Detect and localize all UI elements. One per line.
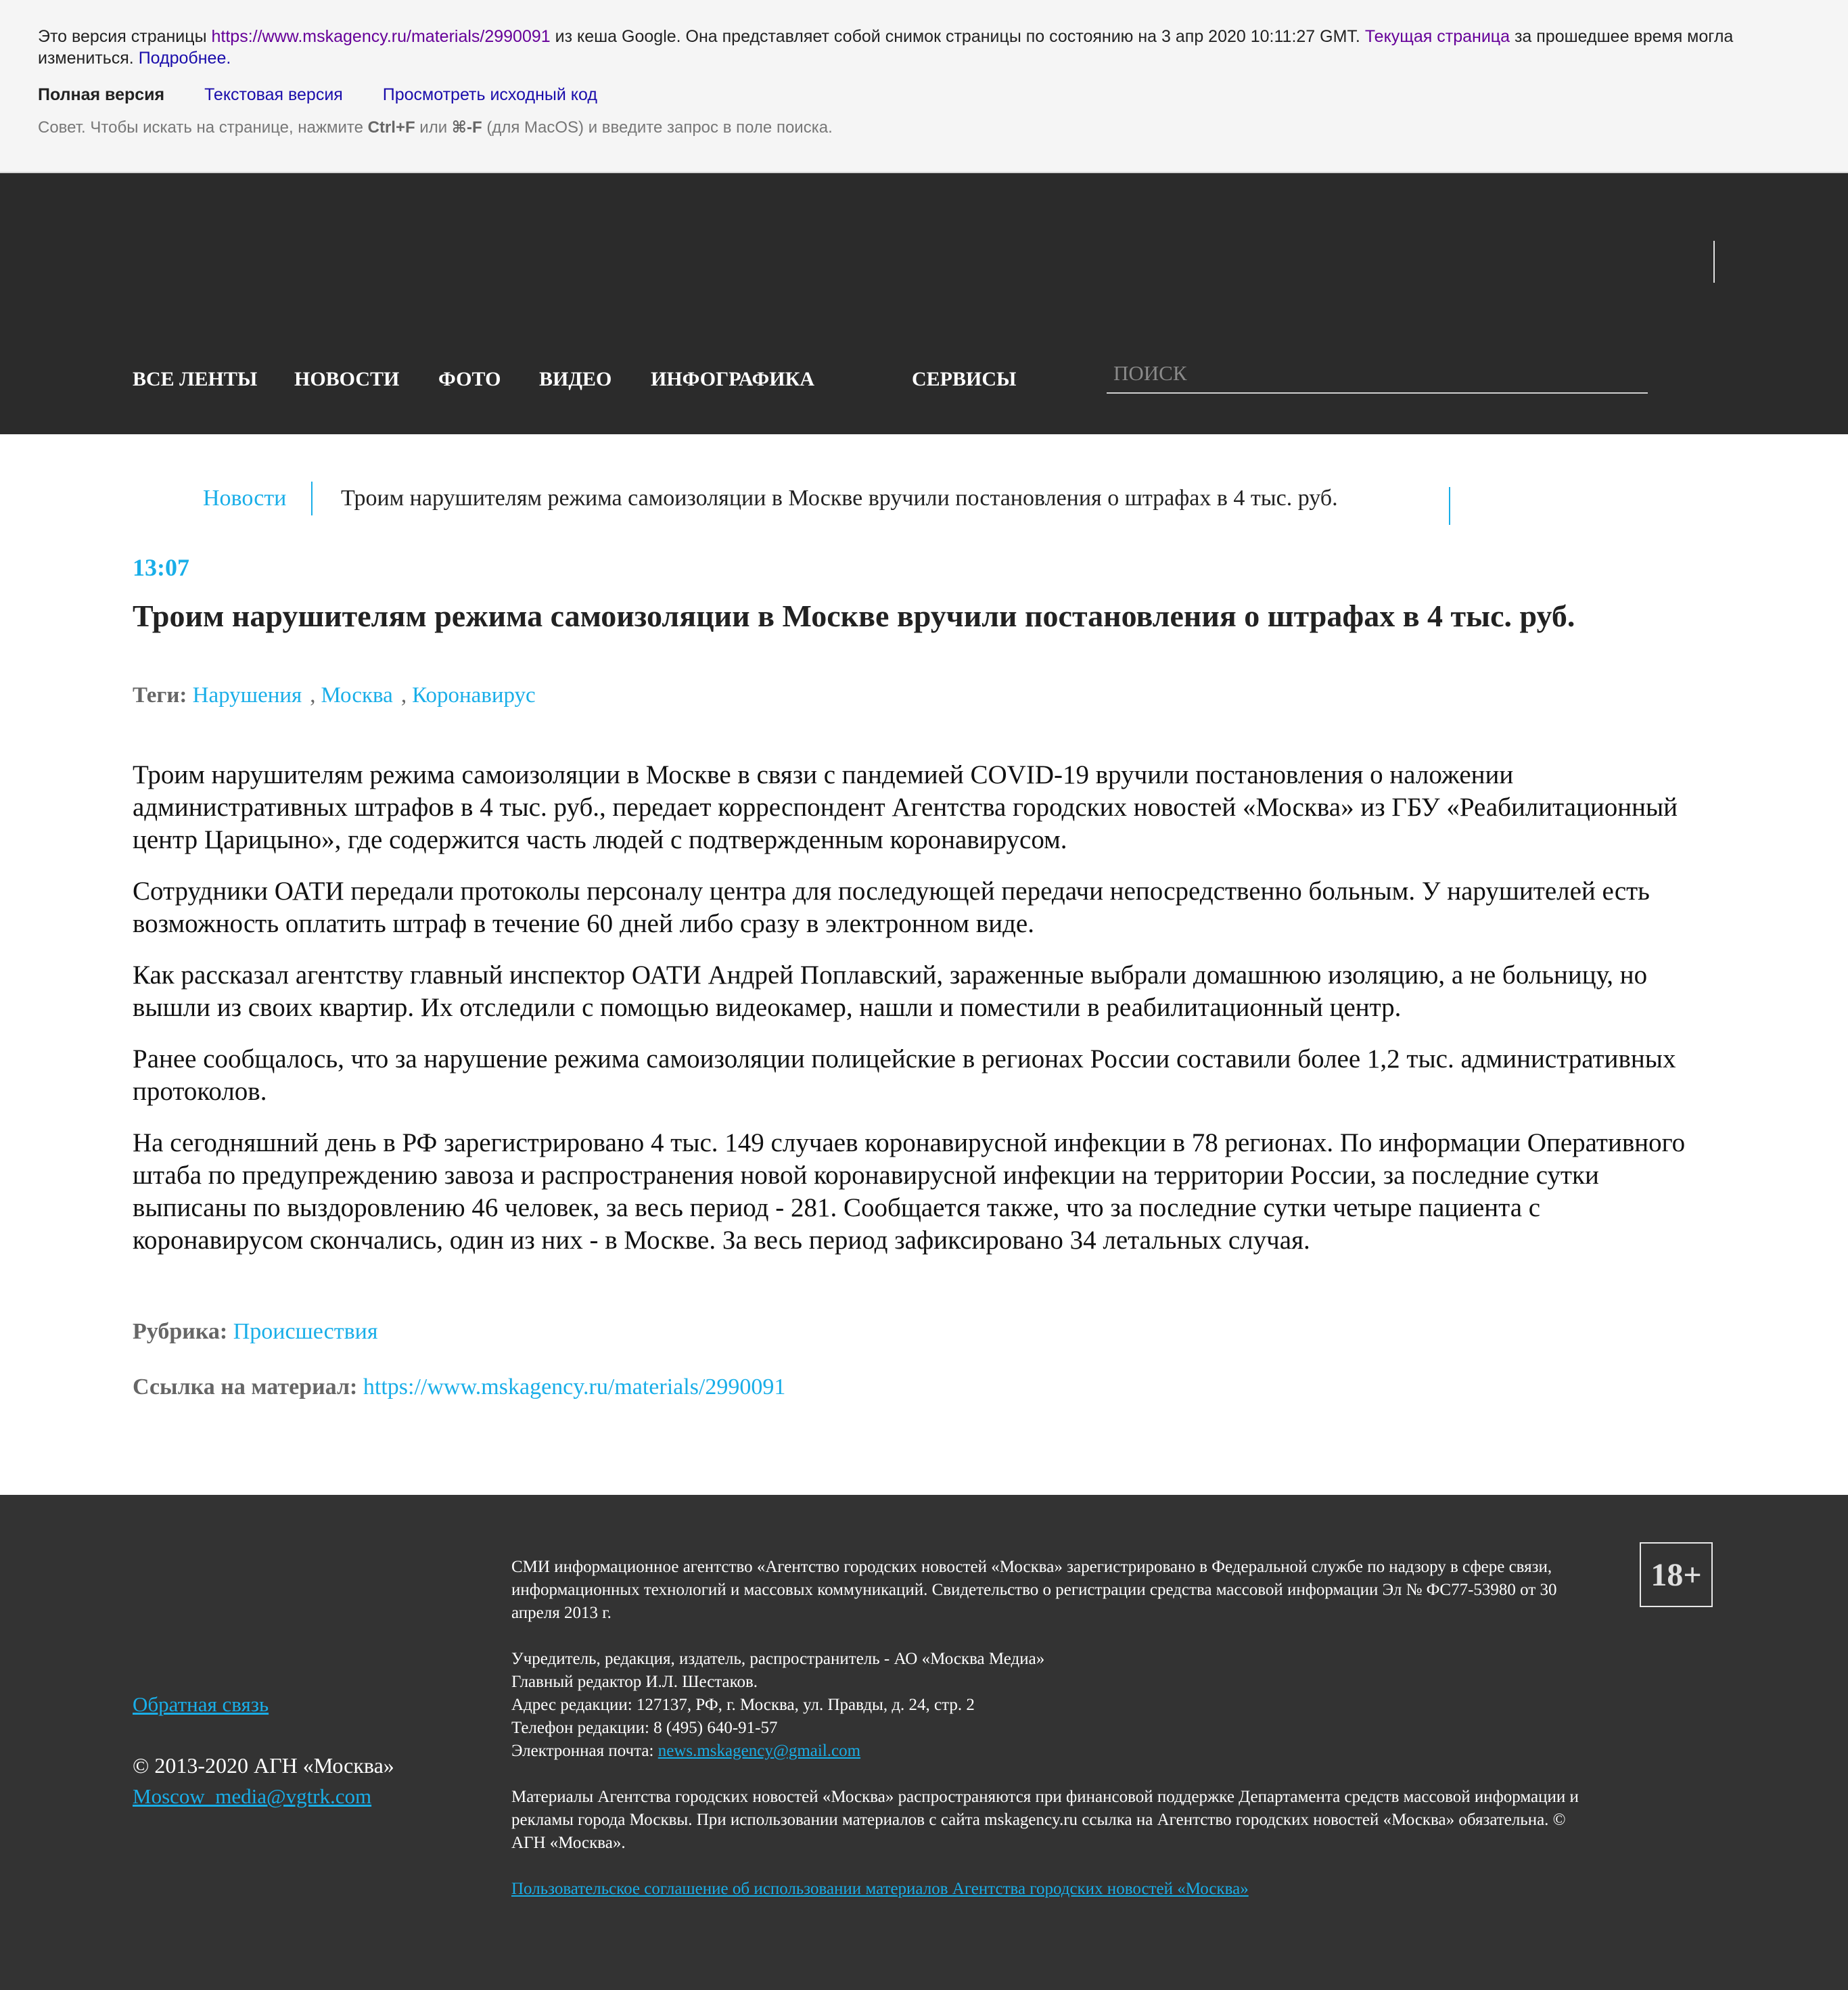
email-label: Электронная почта: (511, 1742, 658, 1760)
tip-text: или (415, 118, 452, 137)
material-link-label: Ссылка на материал: (133, 1374, 358, 1399)
funding-info: Материалы Агентства городских новостей «Москва» распространяются при финансовой поддержке Департамента средств массовой информации и рекламы города Москвы. При использовании материалов с сайта mskagency.ru ссылка на Агентство городских новостей «Москва» обязательна. © АГН «Москва». (511, 1788, 1579, 1852)
article-tags (133, 683, 536, 708)
footer-legal-info (511, 1556, 1594, 1924)
rubric-label: Рубрика: (133, 1319, 228, 1344)
material-link[interactable]: https://www.mskagency.ru/materials/2990091 (363, 1374, 786, 1399)
article-paragraph: Как рассказал агентству главный инспектор ОАТИ Андрей Поплавский, зараженные выбрали домашнюю изоляцию, а не больницу, но вышли из своих квартир. Их отследили с помощью видеокамер, нашли и поместили в реабилитационный центр. (133, 961, 1648, 1022)
current-page-link[interactable]: Текущая страница (1364, 27, 1510, 46)
google-cache-banner (0, 0, 1848, 173)
editor-line: Главный редактор И.Л. Шестаков. (511, 1673, 758, 1691)
tab-view-source[interactable]: Просмотреть исходный код (382, 85, 597, 104)
tags-label: Теги: (133, 683, 187, 708)
breadcrumb-section-link[interactable]: Новости (203, 486, 287, 511)
search-box (1107, 354, 1648, 394)
breadcrumb-current: Троим нарушителям режима самоизоляции в Москве вручили постановления о штрафах в 4 тыс. руб. (341, 486, 1338, 511)
article-title: Троим нарушителям режима самоизоляции в Москве вручили постановления о штрафах в 4 тыс. руб. (133, 599, 1575, 633)
site-header (0, 173, 1848, 434)
nav-item-infographics[interactable]: ИНФОГРАФИКА (651, 368, 815, 390)
article-rubric (133, 1319, 378, 1345)
article-paragraph: На сегодняшний день в РФ зарегистрировано 4 тыс. 149 случаев коронавирусной инфекции в 78 регионах. По информации Оперативного штаба по предупреждению завоза и распространения новой коронавирусной инфекции на территории России, за последние сутки выписаны по выздоровлению 46 человек, за весь период - 281. Сообщается также, что за последние сутки четыре пациента с коронавирусом скончались, один из них - в Москве. За весь период зафиксировано 34 летальных случая. (133, 1128, 1686, 1255)
editorial-info (511, 1648, 1594, 1763)
article-paragraph: Сотрудники ОАТИ передали протоколы персоналу центра для последующей передачи непосредственно больным. У нарушителей есть возможность оплатить штраф в течение 60 дней либо сразу в электронном виде. (133, 877, 1650, 938)
tag-separator: , (400, 683, 407, 708)
agreement-row (511, 1878, 1594, 1901)
material-link-row (133, 1374, 785, 1400)
breadcrumb-divider (1449, 487, 1450, 525)
tip-shortcut: Ctrl+F (367, 118, 415, 137)
cached-url-link[interactable]: https://www.mskagency.ru/materials/2990091 (211, 27, 551, 46)
user-agreement-link[interactable]: Пользовательское соглашение об использовании материалов Агентства городских новостей «Москва» (511, 1880, 1249, 1898)
header-divider (1713, 241, 1715, 283)
nav-item-video[interactable]: ВИДЕО (539, 368, 612, 390)
cache-version-tabs (38, 85, 632, 105)
age-rating-badge: 18+ (1640, 1542, 1713, 1607)
copyright: © 2013-2020 АГН «Москва» (133, 1753, 394, 1778)
nav-item-services[interactable]: СЕРВИСЫ (912, 368, 1017, 390)
cache-notice-text: из кеша Google. Она представляет собой снимок страницы по состоянию на 3 апр 2020 10:11:27 GMT. (550, 27, 1365, 46)
tag-separator: , (310, 683, 316, 708)
footer-email-link[interactable]: Moscow_media@vgtrk.com (133, 1784, 372, 1808)
address-line: Адрес редакции: 127137, РФ, г. Москва, ул. Правды, д. 24, стр. 2 (511, 1696, 975, 1714)
tag-link-coronavirus[interactable]: Коронавирус (412, 683, 536, 708)
phone-line: Телефон редакции: 8 (495) 640-91-57 (511, 1719, 778, 1737)
nav-item-news[interactable]: НОВОСТИ (294, 368, 400, 390)
article-paragraph: Ранее сообщалось, что за нарушение режима самоизоляции полицейские в регионах России составили более 1,2 тыс. административных протоколов. (133, 1044, 1676, 1106)
rubric-link[interactable]: Происшествия (233, 1319, 378, 1344)
feedback-link[interactable]: Обратная связь (133, 1692, 269, 1716)
article-paragraph: Троим нарушителям режима самоизоляции в Москве в связи с пандемией COVID-19 вручили постановления о наложении административных штрафов в 4 тыс. руб., передает корреспондент Агентства городских новостей «Москва» из ГБУ «Реабилитационный центр Царицыно», где содержится часть людей с подтвержденным коронавирусом. (133, 760, 1678, 854)
cache-notice-text: за прошедшее время могла измениться. (38, 27, 1734, 68)
editorial-email-link[interactable]: news.mskagency@gmail.com (657, 1742, 861, 1760)
tip-text: Совет. Чтобы искать на странице, нажмите (38, 118, 368, 137)
cache-notice (38, 26, 1810, 69)
tag-link-moscow[interactable]: Москва (321, 683, 393, 708)
site-footer (0, 1495, 1848, 1990)
founder-line: Учредитель, редакция, издатель, распространитель - АО «Москва Медиа» (511, 1650, 1045, 1668)
breadcrumb-divider (311, 482, 313, 515)
search-input[interactable] (1107, 354, 1648, 392)
tip-shortcut: ⌘-F (451, 118, 482, 137)
article-body (133, 759, 1715, 1276)
cache-notice-text: Это версия страницы (38, 27, 212, 46)
nav-item-all-feeds[interactable]: ВСЕ ЛЕНТЫ (133, 368, 258, 390)
nav-item-photo[interactable]: ФОТО (438, 368, 501, 390)
tag-link-violations[interactable]: Нарушения (192, 683, 302, 708)
registration-info: СМИ информационное агентство «Агентство городских новостей «Москва» зарегистрировано в Федеральной службе по надзору в сфере связи, информационных технологий и массовых коммуникаций. Свидетельство о регистрации средства массовой информации Эл № ФС77-53980 от 30 апреля 2013 г. (511, 1558, 1557, 1622)
more-info-link[interactable]: Подробнее. (138, 49, 231, 68)
article-time: 13:07 (133, 554, 189, 581)
tab-text-version[interactable]: Текстовая версия (204, 85, 343, 104)
tab-full-version[interactable]: Полная версия (38, 85, 165, 104)
tip-text: (для MacOS) и введите запрос в поле поиска. (482, 118, 833, 137)
cache-search-tip (38, 118, 833, 137)
